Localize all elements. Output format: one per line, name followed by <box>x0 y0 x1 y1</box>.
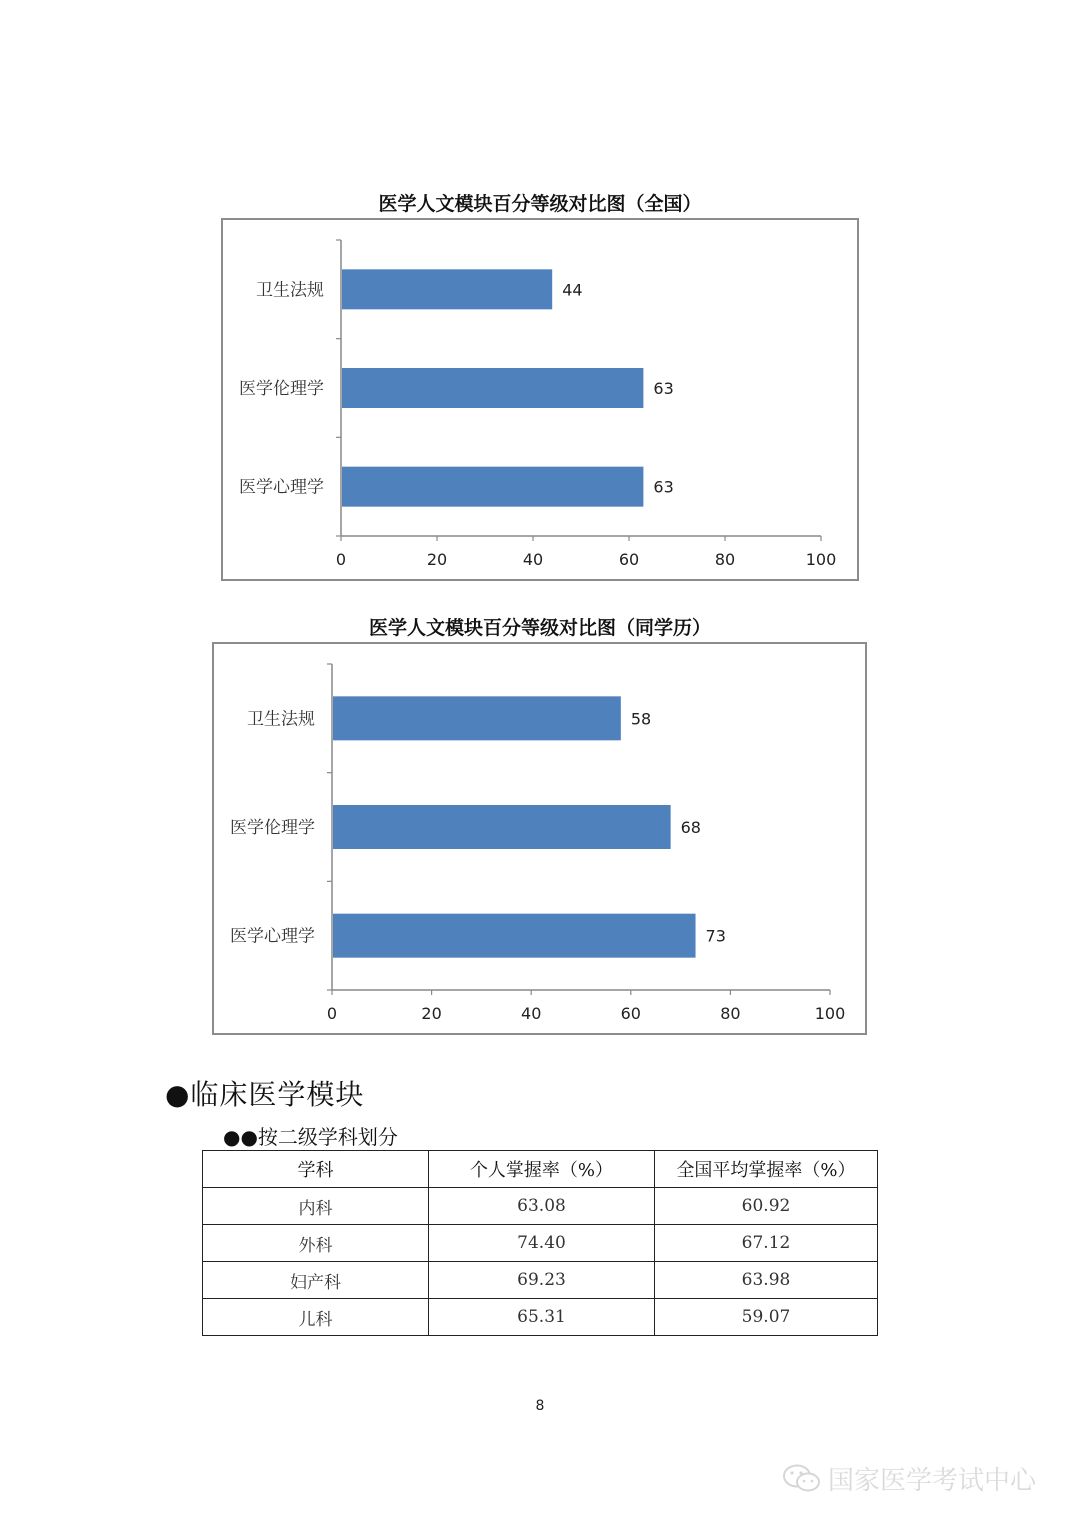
x-tick-label: 60 <box>620 1004 641 1023</box>
data-label: 58 <box>630 709 652 729</box>
cell-personal-rate: 63.08 <box>429 1188 655 1225</box>
chart-2-plot <box>214 644 869 1037</box>
section-heading: ●临床医学模块 <box>165 1078 365 1111</box>
table-header-row <box>203 1151 878 1188</box>
chart-2-title: 医学人文模块百分等级对比图（同学历） <box>368 617 711 639</box>
watermark-text: 国家医学考试中心 <box>828 1466 1037 1496</box>
cell-subject: 内科 <box>203 1188 429 1225</box>
category-label: 医学伦理学 <box>239 379 324 399</box>
wechat-icon <box>782 1463 822 1495</box>
data-label: 73 <box>705 926 726 946</box>
header-national-rate: 全国平均掌握率（%） <box>655 1151 878 1188</box>
cell-national-rate: 59.07 <box>655 1299 878 1336</box>
bar <box>342 368 643 408</box>
header-subject: 学科 <box>203 1151 429 1188</box>
x-tick-label: 0 <box>335 550 347 569</box>
x-tick-label: 40 <box>522 550 544 569</box>
table-row <box>203 1299 878 1336</box>
x-tick-label: 60 <box>618 550 640 569</box>
x-tick-label: 20 <box>421 1004 442 1023</box>
chart-2-frame <box>212 642 867 1035</box>
chart-1-frame <box>221 218 859 581</box>
cell-personal-rate: 74.40 <box>429 1225 655 1262</box>
cell-subject: 儿科 <box>203 1299 429 1336</box>
x-tick-label: 80 <box>714 550 736 569</box>
bar <box>333 914 696 958</box>
data-label: 63 <box>653 379 674 398</box>
data-label: 44 <box>562 280 583 300</box>
bar <box>333 805 671 849</box>
category-label: 医学伦理学 <box>230 818 315 838</box>
table-row <box>203 1262 878 1299</box>
cell-subject: 外科 <box>203 1225 429 1262</box>
table-row <box>203 1188 878 1225</box>
category-label: 卫生法规 <box>247 709 315 730</box>
data-label: 63 <box>653 477 674 497</box>
cell-national-rate: 60.92 <box>655 1188 878 1225</box>
bar <box>342 467 643 507</box>
cell-national-rate: 63.98 <box>655 1262 878 1299</box>
x-tick-label: 0 <box>326 1004 338 1023</box>
x-tick-label: 80 <box>720 1004 741 1023</box>
header-personal-rate: 个人掌握率（%） <box>429 1151 655 1188</box>
cell-national-rate: 67.12 <box>655 1225 878 1262</box>
page-number: 8 <box>535 1398 545 1414</box>
x-tick-label: 100 <box>814 1004 846 1023</box>
bar <box>342 269 552 309</box>
mastery-table <box>202 1150 878 1336</box>
data-label: 68 <box>680 818 701 837</box>
bar <box>333 696 621 740</box>
watermark <box>782 1460 1036 1497</box>
x-tick-label: 40 <box>521 1004 542 1023</box>
x-tick-label: 20 <box>426 550 448 569</box>
chart-1-plot <box>223 220 861 583</box>
table-row <box>203 1225 878 1262</box>
cell-personal-rate: 65.31 <box>429 1299 655 1336</box>
category-label: 医学心理学 <box>230 926 315 947</box>
category-label: 卫生法规 <box>256 280 324 301</box>
chart-1-title: 医学人文模块百分等级对比图（全国） <box>378 193 702 215</box>
category-label: 医学心理学 <box>239 477 324 498</box>
sub-heading: ●●按二级学科划分 <box>223 1125 398 1149</box>
cell-personal-rate: 69.23 <box>429 1262 655 1299</box>
cell-subject: 妇产科 <box>203 1262 429 1299</box>
x-tick-label: 100 <box>805 550 837 569</box>
